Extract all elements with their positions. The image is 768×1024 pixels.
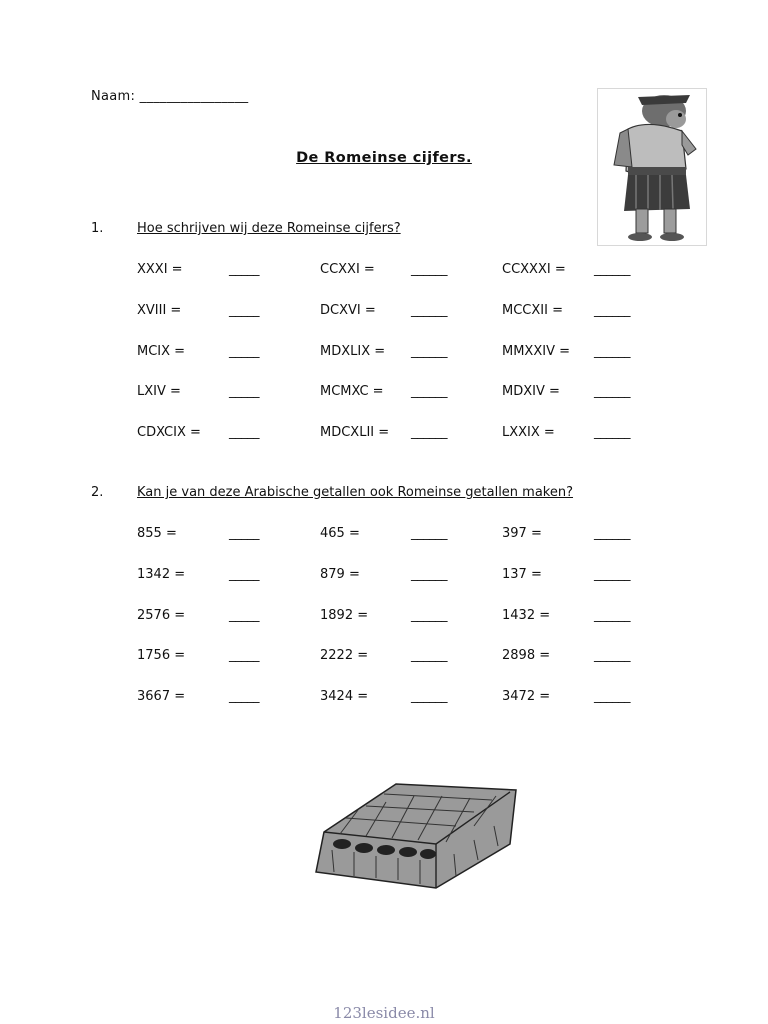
- question-2-number: 2.: [91, 485, 104, 500]
- answer-blank[interactable]: ______: [594, 648, 630, 663]
- answer-blank[interactable]: ______: [594, 303, 630, 318]
- exercise-label: LXIV =: [137, 384, 181, 399]
- question-2-text: Kan je van deze Arabische getallen ook Romeinse getallen maken?: [137, 485, 574, 500]
- exercise-label: 137 =: [502, 567, 542, 582]
- exercise-label: 3424 =: [320, 689, 369, 704]
- exercise-label: MDCXLII =: [320, 425, 390, 440]
- roman-testudo-illustration: [306, 780, 524, 892]
- answer-blank[interactable]: ______: [594, 526, 630, 541]
- exercise-label: 465 =: [320, 526, 360, 541]
- answer-blank[interactable]: ______: [594, 344, 630, 359]
- answer-blank[interactable]: ______: [411, 608, 447, 623]
- answer-blank[interactable]: _____: [229, 608, 259, 623]
- answer-blank[interactable]: ______: [594, 262, 630, 277]
- exercise-label: MDXIV =: [502, 384, 560, 399]
- page-title: De Romeinse cijfers.: [296, 150, 472, 166]
- exercise-label: DCXVI =: [320, 303, 376, 318]
- answer-blank[interactable]: _____: [229, 567, 259, 582]
- answer-blank[interactable]: ______: [594, 567, 630, 582]
- question-1-number: 1.: [91, 221, 104, 236]
- answer-blank[interactable]: ______: [411, 648, 447, 663]
- exercise-label: XVIII =: [137, 303, 182, 318]
- exercise-label: MMXXIV =: [502, 344, 570, 359]
- answer-blank[interactable]: ______: [411, 526, 447, 541]
- name-field[interactable]: Naam: ________________: [91, 89, 249, 104]
- answer-blank[interactable]: ______: [411, 384, 447, 399]
- exercise-label: LXXIX =: [502, 425, 555, 440]
- answer-blank[interactable]: ______: [594, 425, 630, 440]
- exercise-label: 3667 =: [137, 689, 186, 704]
- answer-blank[interactable]: ______: [411, 344, 447, 359]
- answer-blank[interactable]: _____: [229, 526, 259, 541]
- exercise-label: 1432 =: [502, 608, 551, 623]
- exercise-label: 3472 =: [502, 689, 551, 704]
- answer-blank[interactable]: _____: [229, 384, 259, 399]
- exercise-label: MCCXII =: [502, 303, 563, 318]
- exercise-label: CCXXXI =: [502, 262, 566, 277]
- answer-blank[interactable]: ______: [411, 689, 447, 704]
- exercise-label: MCMXC =: [320, 384, 384, 399]
- exercise-label: XXXI =: [137, 262, 183, 277]
- answer-blank[interactable]: ______: [594, 608, 630, 623]
- exercise-label: 855 =: [137, 526, 177, 541]
- exercise-label: 2898 =: [502, 648, 551, 663]
- exercise-label: MCIX =: [137, 344, 186, 359]
- answer-blank[interactable]: _____: [229, 303, 259, 318]
- exercise-label: 397 =: [502, 526, 542, 541]
- answer-blank[interactable]: ______: [411, 303, 447, 318]
- answer-blank[interactable]: ______: [411, 425, 447, 440]
- exercise-label: 879 =: [320, 567, 360, 582]
- answer-blank[interactable]: ______: [411, 567, 447, 582]
- answer-blank[interactable]: _____: [229, 344, 259, 359]
- exercise-label: 2222 =: [320, 648, 369, 663]
- answer-blank[interactable]: ______: [594, 689, 630, 704]
- footer-watermark: 123lesidee.nl: [333, 1004, 435, 1022]
- answer-blank[interactable]: ______: [594, 384, 630, 399]
- answer-blank[interactable]: _____: [229, 648, 259, 663]
- exercise-label: 1342 =: [137, 567, 186, 582]
- exercise-label: 1892 =: [320, 608, 369, 623]
- exercise-label: CDXCIX =: [137, 425, 201, 440]
- answer-blank[interactable]: _____: [229, 425, 259, 440]
- answer-blank[interactable]: _____: [229, 262, 259, 277]
- answer-blank[interactable]: _____: [229, 689, 259, 704]
- answer-blank[interactable]: ______: [411, 262, 447, 277]
- exercise-label: 2576 =: [137, 608, 186, 623]
- exercise-label: 1756 =: [137, 648, 186, 663]
- question-1-text: Hoe schrijven wij deze Romeinse cijfers?: [137, 221, 401, 236]
- roman-warrior-illustration: [597, 88, 707, 246]
- exercise-label: CCXXI =: [320, 262, 375, 277]
- exercise-label: MDXLIX =: [320, 344, 386, 359]
